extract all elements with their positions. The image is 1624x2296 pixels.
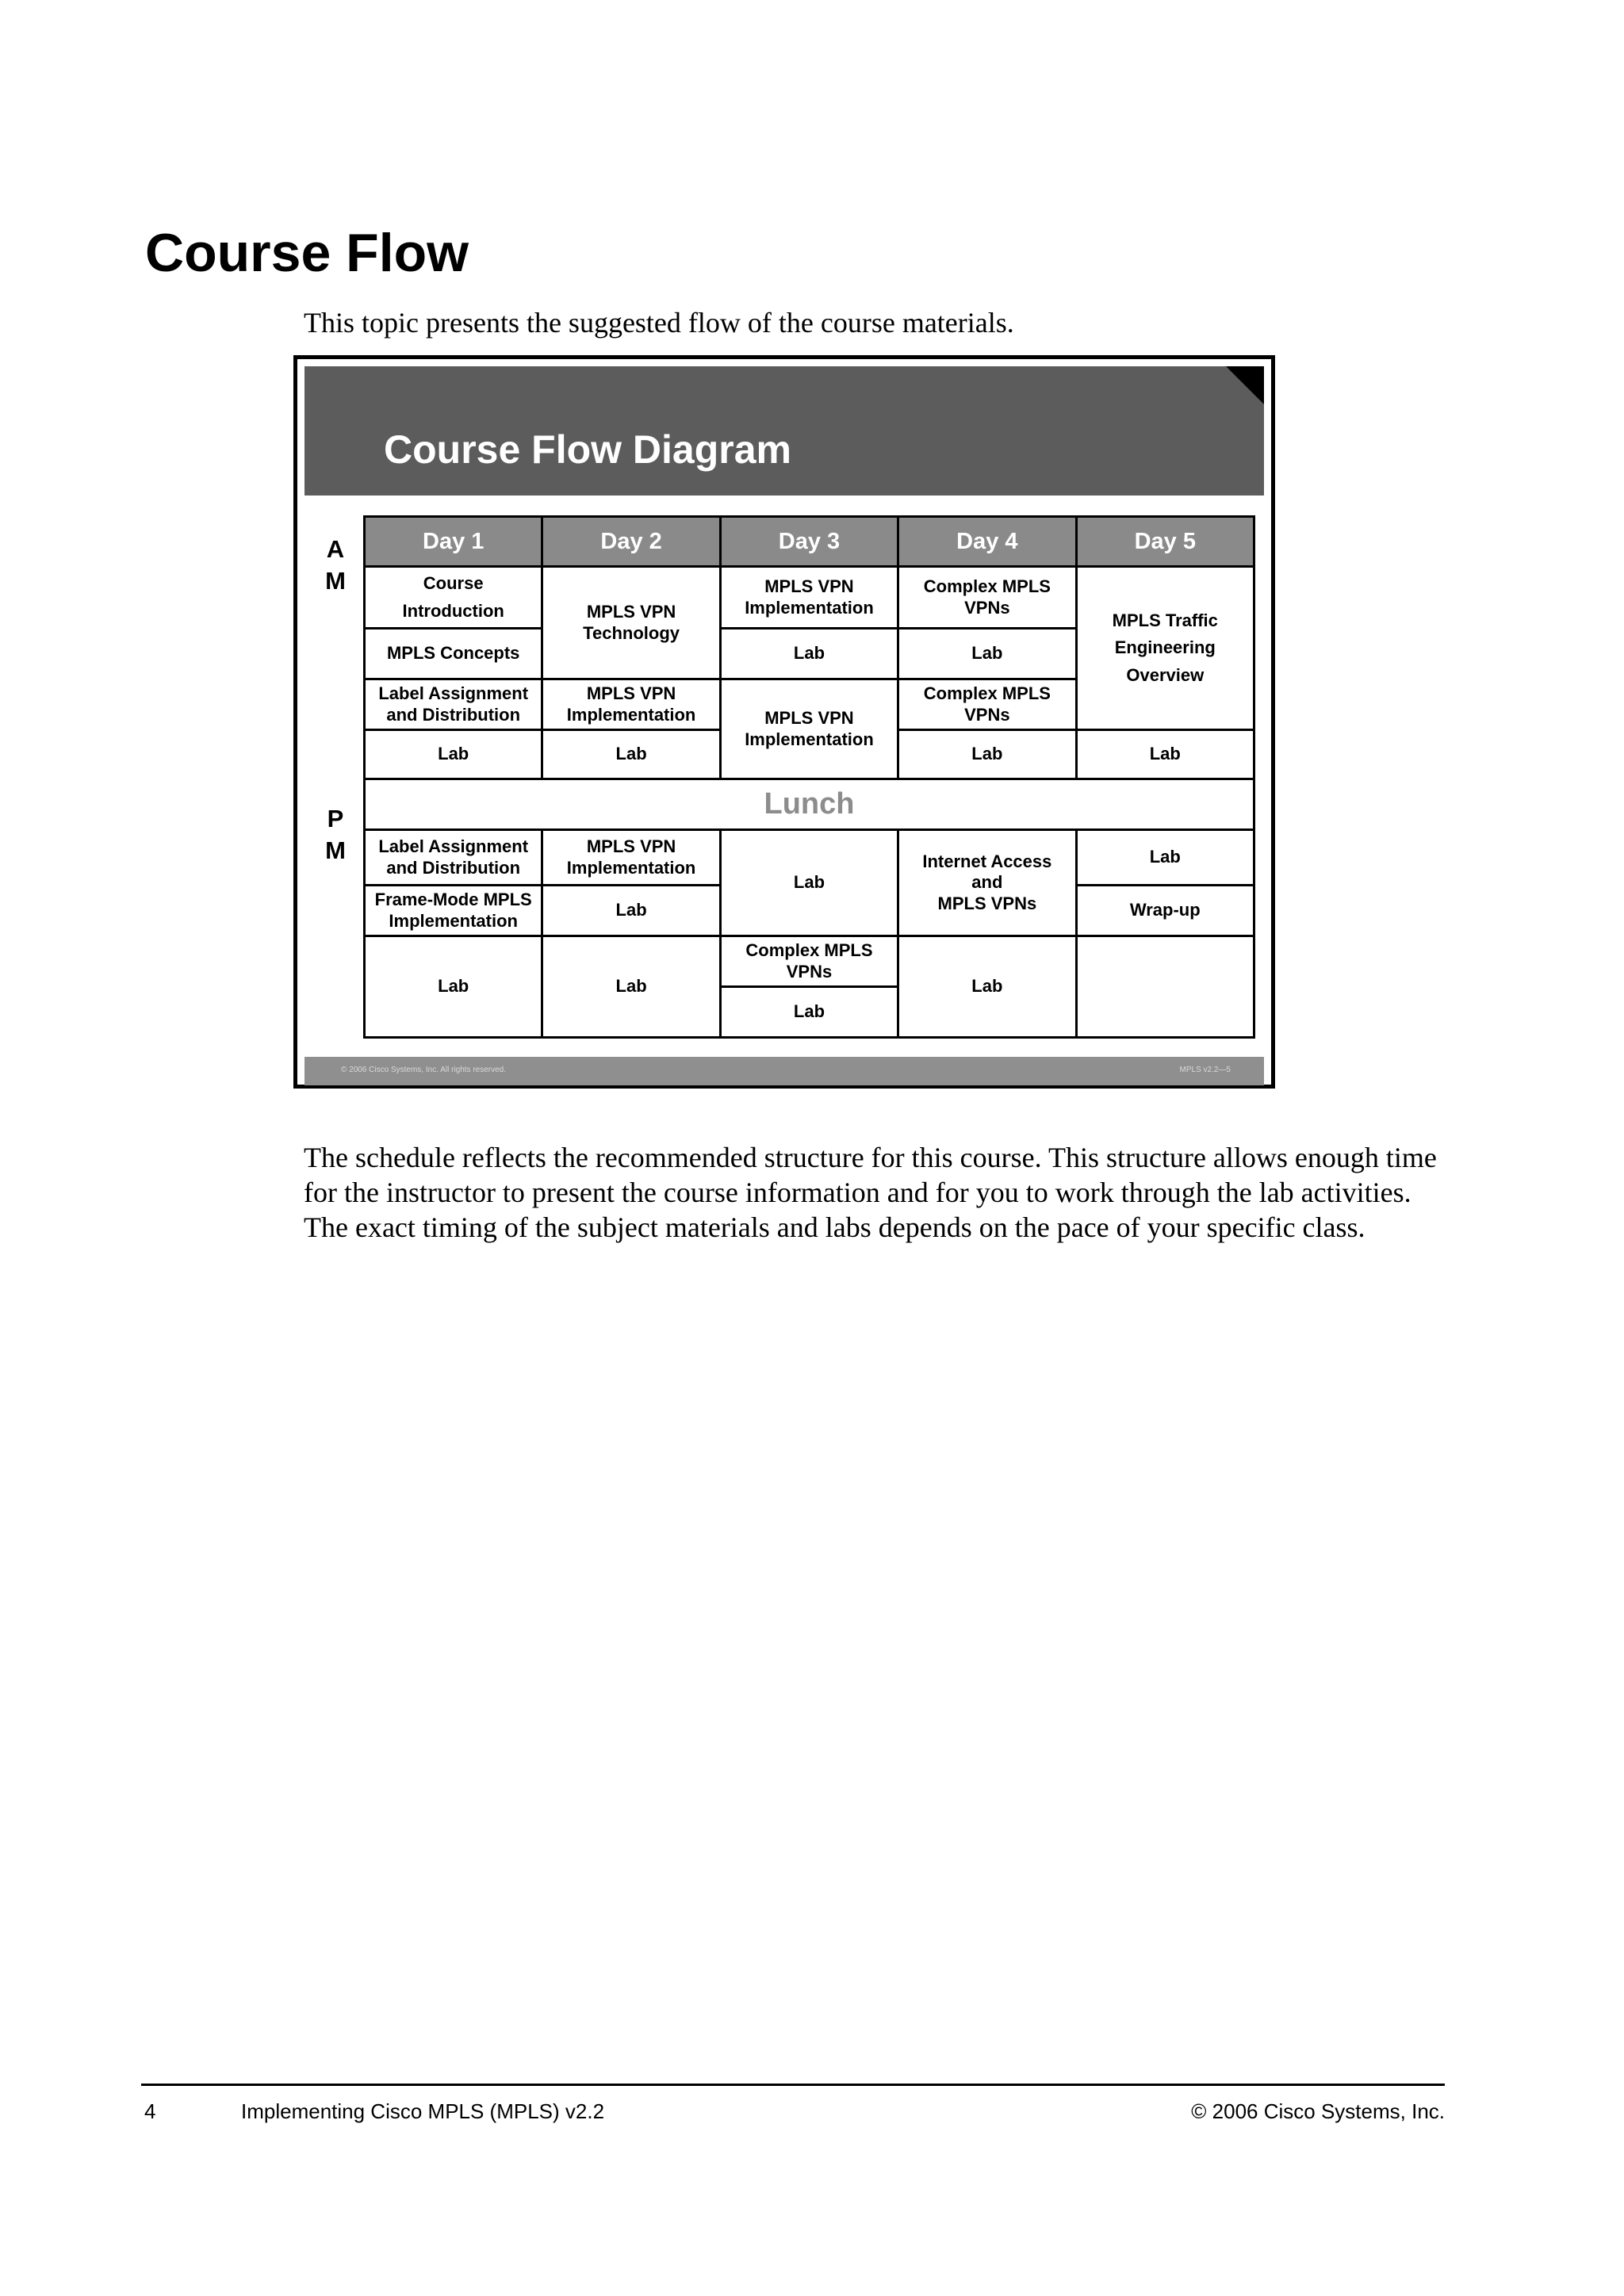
session-cell: MPLS VPN Implementation (720, 567, 898, 629)
session-cell: Lab (1076, 730, 1254, 779)
slide-footer-bar (304, 1057, 1264, 1085)
session-cell: Wrap-up (1076, 886, 1254, 936)
session-cell: Lab (720, 629, 898, 679)
day-header: Day 3 (720, 517, 898, 567)
day-header: Day 2 (542, 517, 720, 567)
pm-label: P M (325, 805, 346, 864)
session-cell: Lab (365, 936, 542, 1038)
session-cell: MPLS VPN Implementation (720, 679, 898, 779)
day-header: Day 1 (365, 517, 542, 567)
session-cell: Lab (1076, 830, 1254, 886)
empty-cell (1076, 936, 1254, 1038)
day-header: Day 5 (1076, 517, 1254, 567)
footer-rule (141, 2084, 1445, 2086)
am-label: A M (325, 535, 346, 595)
slide-title: Course Flow Diagram (384, 427, 791, 472)
session-cell: Internet Access and MPLS VPNs (898, 830, 1076, 936)
body-paragraph: The schedule reflects the recommended structure for this course. This structure allows enough time for the instructor to present the course information and for you to work through the lab activities. The exact timing of the subject materials and labs depends on the pace of your specific class. (304, 1142, 1437, 1243)
session-cell: MPLS Concepts (365, 629, 542, 679)
session-cell: Frame-Mode MPLS Implementation (365, 886, 542, 936)
schedule-grid (363, 515, 1255, 1039)
session-cell: Lab (720, 830, 898, 936)
session-cell: Course Introduction (365, 567, 542, 629)
session-cell: Lab (542, 886, 720, 936)
session-cell: Lab (542, 730, 720, 779)
session-cell: Lab (898, 629, 1076, 679)
footer-title: Implementing Cisco MPLS (MPLS) v2.2 (241, 2099, 605, 2123)
session-cell: Lab (898, 730, 1076, 779)
session-cell: Label Assignment and Distribution (365, 830, 542, 886)
session-cell: MPLS VPN Implementation (542, 679, 720, 730)
session-cell: Lab (720, 987, 898, 1038)
page-title: Course Flow (145, 223, 469, 283)
corner-mark-icon (1226, 366, 1264, 404)
slide-title-banner (304, 366, 1264, 496)
session-cell: Label Assignment and Distribution (365, 679, 542, 730)
session-cell: Complex MPLS VPNs (898, 679, 1076, 730)
footer-copyright: © 2006 Cisco Systems, Inc. (1191, 2099, 1445, 2123)
lunch-row: Lunch (365, 779, 1254, 830)
page-number: 4 (144, 2099, 156, 2123)
session-cell: Complex MPLS VPNs (898, 567, 1076, 629)
session-cell: MPLS VPN Implementation (542, 830, 720, 886)
slide-copyright: © 2006 Cisco Systems, Inc. All rights reserved. (341, 1066, 507, 1074)
session-cell: Lab (365, 730, 542, 779)
day-header: Day 4 (898, 517, 1076, 567)
slide-code: MPLS v2.2—5 (1179, 1066, 1231, 1074)
session-cell: Lab (898, 936, 1076, 1038)
course-flow-slide (293, 355, 1275, 1089)
session-cell: MPLS VPN Technology (542, 567, 720, 679)
day-header-row (365, 517, 1254, 567)
session-cell: Complex MPLS VPNs (720, 936, 898, 987)
session-cell: MPLS Traffic Engineering Overview (1076, 567, 1254, 730)
session-cell: Lab (542, 936, 720, 1038)
intro-text: This topic presents the suggested flow of the course materials. (304, 307, 1014, 339)
